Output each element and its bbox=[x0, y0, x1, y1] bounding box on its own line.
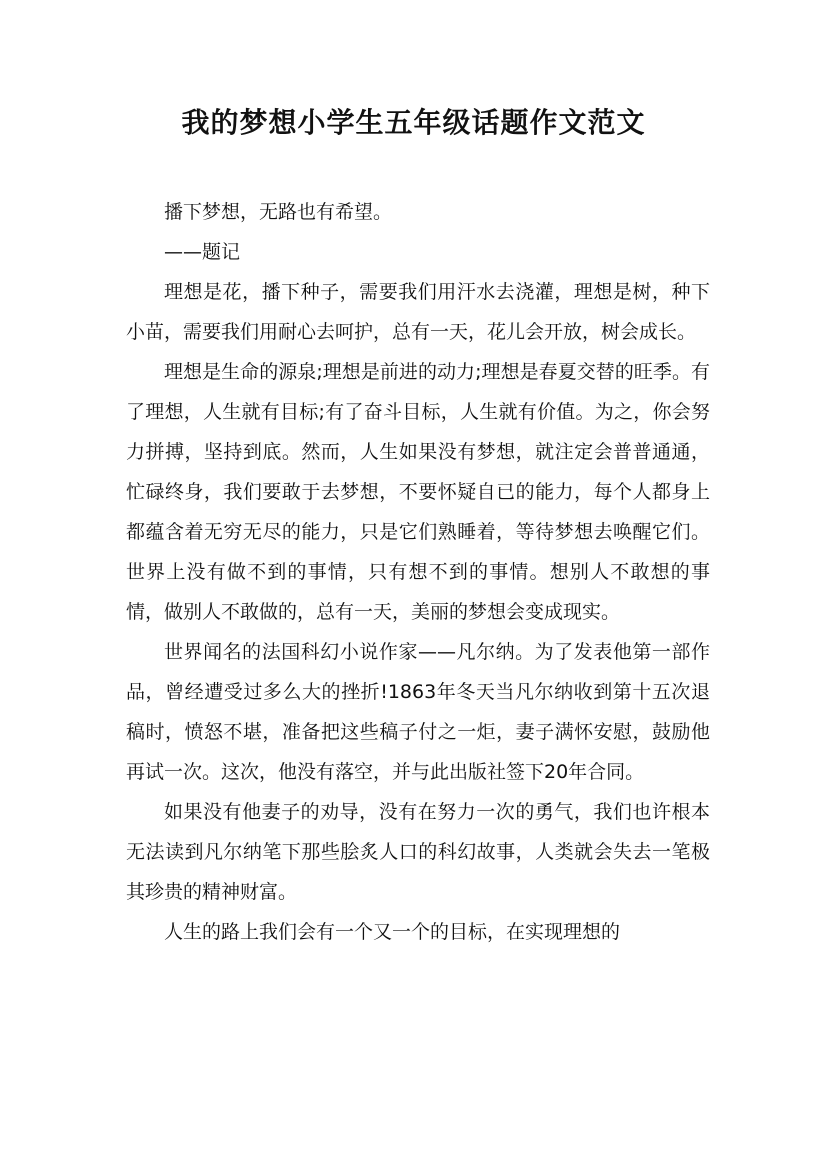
paragraph: 理想是生命的源泉;理想是前进的动力;理想是春夏交替的旺季。有了理想，人生就有目标;有了奋斗目标，人生就有价值。为之，你会努力拼搏，坚持到底。然而，人生如果没有梦想，就注定会普普通通，忙碌终身，我们要敢于去梦想，不要怀疑自已的能力，每个人都身上都蕴含着无穷无尽的能力，只是它们熟睡着，等待梦想去唤醒它们。世界上没有做不到的事情，只有想不到的事情。想别人不敢想的事情，做别人不敢做的，总有一天，美丽的梦想会变成现实。 bbox=[126, 361, 710, 623]
document-title: 我的梦想小学生五年级话题作文范文 bbox=[181, 106, 646, 139]
paragraph-epigraph-attribution: ——题记 bbox=[164, 241, 241, 263]
paragraph-epigraph: 播下梦想，无路也有希望。 bbox=[164, 201, 393, 223]
paragraph: 如果没有他妻子的劝导，没有在努力一次的勇气，我们也许根本无法读到凡尔纳笔下那些脍炙人口的科幻故事，人类就会失去一笔极其珍贵的精神财富。 bbox=[126, 801, 710, 903]
paragraph: 世界闻名的法国科幻小说作家——凡尔纳。为了发表他第一部作品，曾经遭受过多么大的挫折!1863年冬天当凡尔纳收到第十五次退稿时，愤怒不堪，准备把这些稿子付之一炬，妻子满怀安慰，鼓励他再试一次。这次，他没有落空，并与此出版社签下20年合同。 bbox=[126, 641, 710, 783]
paragraph: 人生的路上我们会有一个又一个的目标，在实现理想的 bbox=[164, 921, 621, 943]
paragraph: 理想是花，播下种子，需要我们用汗水去浇灌，理想是树，种下小苗，需要我们用耐心去呵护，总有一天，花儿会开放，树会成长。 bbox=[126, 281, 710, 343]
document-body bbox=[126, 192, 710, 952]
